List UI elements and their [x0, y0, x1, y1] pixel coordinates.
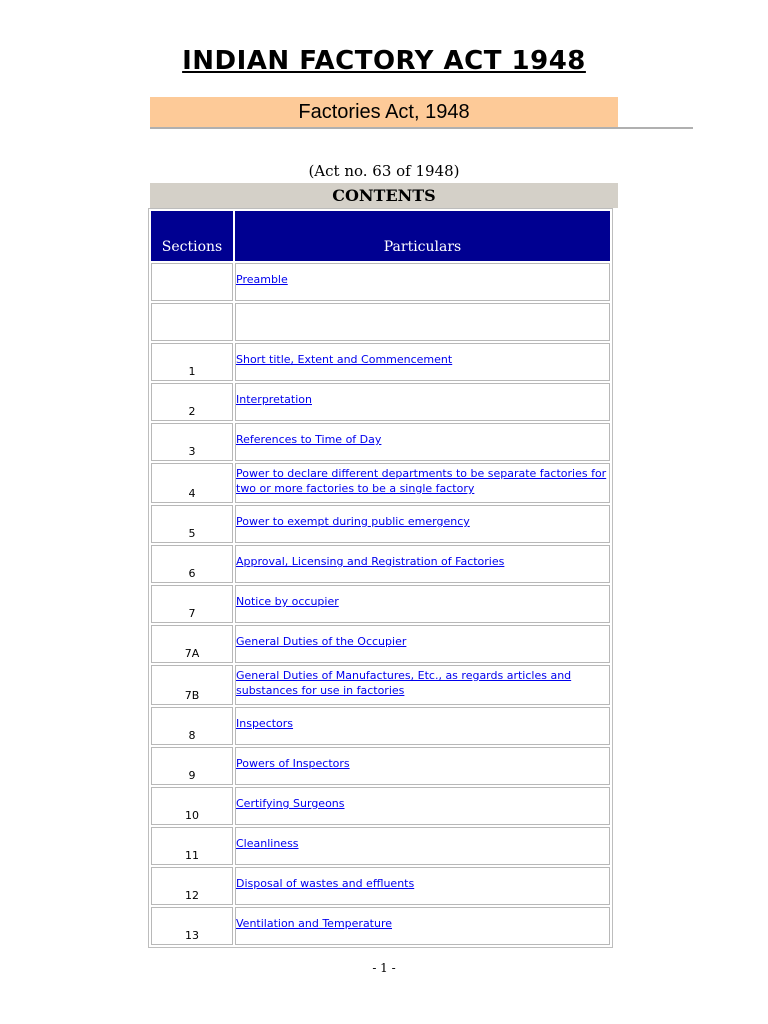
table-row	[151, 827, 610, 865]
section-link[interactable]: Power to declare different departments to be separate factories for two or more factories to be a single factory	[236, 467, 607, 495]
table-row	[151, 463, 610, 503]
section-number	[151, 303, 233, 341]
section-link[interactable]: Certifying Surgeons	[236, 797, 345, 810]
section-number: 10	[151, 787, 233, 825]
section-link[interactable]: Cleanliness	[236, 837, 299, 850]
section-number: 2	[151, 383, 233, 421]
section-link[interactable]: Approval, Licensing and Registration of Factories	[236, 555, 505, 568]
table-row	[151, 665, 610, 705]
section-number: 4	[151, 463, 233, 503]
table-row	[151, 423, 610, 461]
contents-table	[148, 208, 613, 948]
header-sections: Sections	[151, 211, 233, 261]
table-row	[151, 585, 610, 623]
table-row	[151, 907, 610, 945]
section-number: 9	[151, 747, 233, 785]
table-row	[151, 787, 610, 825]
contents-heading	[150, 183, 618, 208]
section-link[interactable]: Powers of Inspectors	[236, 757, 350, 770]
table-row	[151, 343, 610, 381]
subtitle-text: Factories Act, 1948	[298, 100, 470, 123]
section-number: 5	[151, 505, 233, 543]
section-link[interactable]: Disposal of wastes and effluents	[236, 877, 415, 890]
section-number: 8	[151, 707, 233, 745]
section-number	[151, 263, 233, 301]
table-row	[151, 625, 610, 663]
section-number: 3	[151, 423, 233, 461]
section-link[interactable]: References to Time of Day	[236, 433, 382, 446]
section-number: 7B	[151, 665, 233, 705]
section-number: 11	[151, 827, 233, 865]
table-row	[151, 707, 610, 745]
subtitle-banner	[150, 97, 618, 127]
section-number: 6	[151, 545, 233, 583]
page-number: - 1 -	[372, 961, 396, 975]
page-title: INDIAN FACTORY ACT 1948	[182, 46, 586, 76]
section-link[interactable]: Interpretation	[236, 393, 312, 406]
table-row	[151, 867, 610, 905]
subtitle-rule	[150, 127, 693, 129]
header-particulars: Particulars	[235, 211, 610, 261]
table-row	[151, 383, 610, 421]
table-row	[151, 263, 610, 301]
section-link[interactable]: Power to exempt during public emergency	[236, 515, 470, 528]
section-link[interactable]: Inspectors	[236, 717, 294, 730]
section-number: 7A	[151, 625, 233, 663]
section-number: 13	[151, 907, 233, 945]
section-number: 1	[151, 343, 233, 381]
act-number: (Act no. 63 of 1948)	[308, 162, 460, 180]
table-row	[151, 747, 610, 785]
contents-label: CONTENTS	[332, 186, 436, 205]
section-link[interactable]: Short title, Extent and Commencement	[236, 353, 453, 366]
section-number: 7	[151, 585, 233, 623]
section-link[interactable]: Ventilation and Temperature	[236, 917, 393, 930]
section-link[interactable]: General Duties of the Occupier	[236, 635, 407, 648]
section-link[interactable]: General Duties of Manufactures, Etc., as regards articles and substances for use in factories	[236, 669, 572, 697]
table-row	[151, 545, 610, 583]
section-link[interactable]: Preamble	[236, 273, 288, 286]
table-row	[151, 505, 610, 543]
table-row	[151, 303, 610, 341]
section-number: 12	[151, 867, 233, 905]
section-link[interactable]: Notice by occupier	[236, 595, 339, 608]
